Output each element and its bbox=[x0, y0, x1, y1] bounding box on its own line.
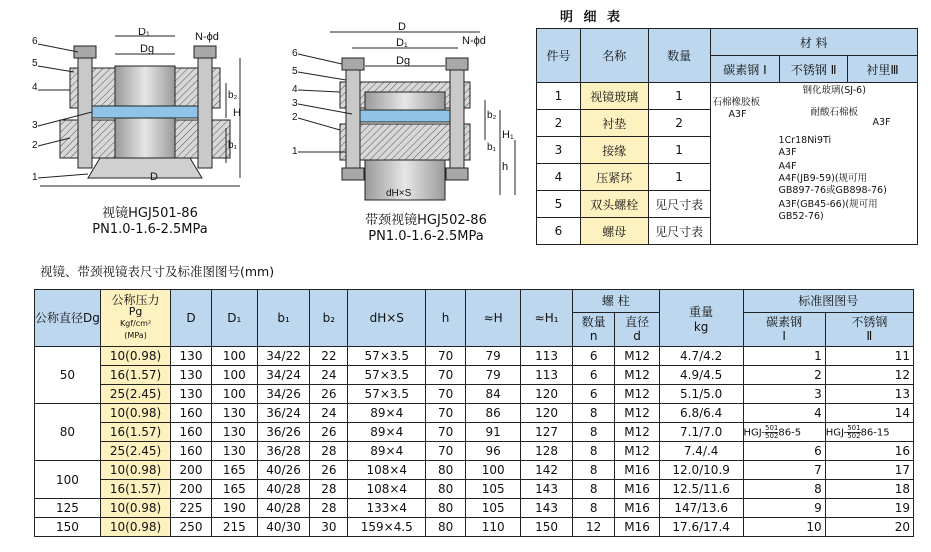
label-2: 2 bbox=[292, 112, 298, 123]
dim-b2: b₂ bbox=[487, 110, 497, 121]
col-bolt: 螺 柱 bbox=[572, 290, 659, 313]
col-qty: 数量 bbox=[648, 29, 710, 83]
cell-weight: 12.0/10.9 bbox=[659, 461, 743, 480]
cell-pg: 16(1.57) bbox=[100, 480, 170, 499]
part-name: 双头螺栓 bbox=[580, 191, 648, 218]
cell-dhs: 159×4.5 bbox=[348, 518, 426, 537]
cell-h: 70 bbox=[426, 423, 466, 442]
cell-H: 91 bbox=[466, 423, 521, 442]
cell-b2: 28 bbox=[310, 442, 348, 461]
cell-bolt-n: 8 bbox=[572, 480, 614, 499]
col-mat-carbon: 碳素钢 Ⅰ bbox=[710, 56, 780, 83]
cell-H: 86 bbox=[466, 404, 521, 423]
cell-std-stainless: 16 bbox=[825, 442, 913, 461]
cell-H1: 150 bbox=[521, 518, 573, 537]
cell-std-stainless: 14 bbox=[825, 404, 913, 423]
cell-b2: 26 bbox=[310, 423, 348, 442]
col-h: h bbox=[426, 290, 466, 347]
cell-bolt-d: M16 bbox=[615, 461, 659, 480]
dim-D1: D₁ bbox=[396, 37, 408, 49]
material-note: 耐酸石棉板 bbox=[810, 107, 859, 118]
label-1: 1 bbox=[32, 172, 38, 183]
cell-std-stainless: 19 bbox=[825, 499, 913, 518]
table-row bbox=[35, 461, 914, 480]
cell-dhs: 57×3.5 bbox=[348, 347, 426, 366]
cell-bolt-n: 8 bbox=[572, 442, 614, 461]
cell-pg: 25(2.45) bbox=[100, 442, 170, 461]
cell-H1: 120 bbox=[521, 385, 573, 404]
cell-b2: 22 bbox=[310, 347, 348, 366]
cell-std-carbon: 2 bbox=[743, 366, 825, 385]
cell-dg: 50 bbox=[35, 347, 101, 404]
col-D1: D₁ bbox=[211, 290, 257, 347]
table-row bbox=[35, 385, 914, 404]
cell-std-stainless: HGJ- $\frac{501}{502}$ 86-15 bbox=[825, 423, 913, 442]
label-4: 4 bbox=[292, 84, 298, 95]
dim-D: D bbox=[150, 171, 158, 183]
cell-std-stainless: 18 bbox=[825, 480, 913, 499]
cell-bolt-d: M12 bbox=[615, 423, 659, 442]
table-row bbox=[35, 423, 914, 442]
material-note: A3F bbox=[872, 117, 891, 128]
parts-table-title: 明 细 表 bbox=[560, 10, 624, 25]
cell-b2: 30 bbox=[310, 518, 348, 537]
drawing1-caption-title: 视镜HGJ501-86 bbox=[102, 206, 198, 221]
cell-b2: 28 bbox=[310, 480, 348, 499]
col-bolt-d: 直径 d bbox=[615, 312, 659, 346]
table-row bbox=[35, 442, 914, 461]
material-note: GB52-76) bbox=[778, 211, 824, 222]
table-row bbox=[35, 366, 914, 385]
cell-std-carbon: 7 bbox=[743, 461, 825, 480]
cell-dhs: 89×4 bbox=[348, 404, 426, 423]
cell-b1: 40/28 bbox=[257, 499, 310, 518]
cell-dhs: 57×3.5 bbox=[348, 385, 426, 404]
cell-b1: 40/26 bbox=[257, 461, 310, 480]
cell-D1: 130 bbox=[211, 442, 257, 461]
cell-H1: 128 bbox=[521, 442, 573, 461]
cell-pg: 16(1.57) bbox=[100, 423, 170, 442]
dim-Dg: Dg bbox=[140, 43, 155, 55]
table-row bbox=[35, 347, 914, 366]
cell-bolt-d: M16 bbox=[615, 480, 659, 499]
material-note: GB897-76或GB898-76) bbox=[778, 185, 887, 196]
dim-H: H bbox=[233, 107, 241, 119]
dim-D1: D₁ bbox=[138, 28, 150, 38]
material-note: 钢化玻璃(SJ-6) bbox=[802, 85, 866, 96]
cell-weight: 5.1/5.0 bbox=[659, 385, 743, 404]
cell-bolt-n: 8 bbox=[572, 499, 614, 518]
cell-h: 70 bbox=[426, 442, 466, 461]
label-5: 5 bbox=[292, 66, 298, 77]
part-no: 3 bbox=[537, 137, 581, 164]
label-2: 2 bbox=[32, 140, 38, 151]
cell-dhs: 89×4 bbox=[348, 442, 426, 461]
cell-pg: 10(0.98) bbox=[100, 461, 170, 480]
cell-weight: 17.6/17.4 bbox=[659, 518, 743, 537]
dim-b2: b₂ bbox=[228, 90, 238, 101]
cell-H1: 120 bbox=[521, 404, 573, 423]
cell-D: 160 bbox=[171, 404, 212, 423]
cell-b2: 28 bbox=[310, 499, 348, 518]
label-6: 6 bbox=[32, 36, 38, 47]
cell-weight: 147/13.6 bbox=[659, 499, 743, 518]
cell-std-stainless: 20 bbox=[825, 518, 913, 537]
cell-h: 70 bbox=[426, 404, 466, 423]
cell-bolt-d: M12 bbox=[615, 442, 659, 461]
cell-H1: 143 bbox=[521, 499, 573, 518]
cell-D1: 100 bbox=[211, 366, 257, 385]
part-no: 6 bbox=[537, 218, 581, 245]
cell-h: 70 bbox=[426, 366, 466, 385]
col-part-no: 件号 bbox=[537, 29, 581, 83]
col-std: 标准图图号 bbox=[743, 290, 913, 313]
cell-bolt-n: 8 bbox=[572, 423, 614, 442]
cell-dhs: 57×3.5 bbox=[348, 366, 426, 385]
part-qty: 1 bbox=[648, 83, 710, 110]
material-notes bbox=[710, 83, 917, 245]
cell-H1: 113 bbox=[521, 347, 573, 366]
cell-H: 100 bbox=[466, 461, 521, 480]
part-qty: 1 bbox=[648, 137, 710, 164]
dims-table-body bbox=[35, 347, 914, 537]
col-D: D bbox=[171, 290, 212, 347]
cell-D: 250 bbox=[171, 518, 212, 537]
part-no: 4 bbox=[537, 164, 581, 191]
cell-weight: 7.1/7.0 bbox=[659, 423, 743, 442]
drawing2-caption bbox=[336, 213, 516, 245]
cell-pg: 16(1.57) bbox=[100, 366, 170, 385]
part-name: 视镜玻璃 bbox=[580, 83, 648, 110]
cell-b1: 36/26 bbox=[257, 423, 310, 442]
cell-dhs: 108×4 bbox=[348, 480, 426, 499]
label-4: 4 bbox=[32, 82, 38, 93]
cell-dg: 80 bbox=[35, 404, 101, 461]
cell-weight: 4.7/4.2 bbox=[659, 347, 743, 366]
cell-b2: 26 bbox=[310, 461, 348, 480]
dim-N-phi-d: N-ϕd bbox=[462, 35, 486, 47]
col-material: 材 料 bbox=[710, 29, 917, 56]
cell-H1: 143 bbox=[521, 480, 573, 499]
drawing1-caption bbox=[70, 206, 230, 238]
drawing1-caption-pressure: PN1.0-1.6-2.5MPa bbox=[92, 222, 208, 237]
cell-H: 96 bbox=[466, 442, 521, 461]
parts-table bbox=[536, 28, 918, 245]
cell-pg: 10(0.98) bbox=[100, 518, 170, 537]
material-note: A4F(JB9-59)(规可用 bbox=[778, 173, 868, 184]
dim-D: D bbox=[398, 21, 406, 33]
cell-std-carbon: HGJ- $\frac{501}{502}$ 86-5 bbox=[743, 423, 825, 442]
cell-D: 130 bbox=[171, 347, 212, 366]
part-name: 衬垫 bbox=[580, 110, 648, 137]
cell-D: 200 bbox=[171, 480, 212, 499]
cell-b2: 24 bbox=[310, 404, 348, 423]
cell-D: 200 bbox=[171, 461, 212, 480]
dims-table-title: 视镜、带颈视镜表尺寸及标准图图号(mm) bbox=[40, 264, 275, 279]
cell-dg: 125 bbox=[35, 499, 101, 518]
drawing2-caption-pressure: PN1.0-1.6-2.5MPa bbox=[368, 229, 484, 244]
dim-h: h bbox=[502, 161, 509, 173]
cell-std-stainless: 12 bbox=[825, 366, 913, 385]
part-qty: 2 bbox=[648, 110, 710, 137]
drawing2-caption-title: 带颈视镜HGJ502-86 bbox=[365, 213, 487, 228]
cell-bolt-n: 12 bbox=[572, 518, 614, 537]
cell-std-carbon: 8 bbox=[743, 480, 825, 499]
col-weight: 重量 kg bbox=[659, 290, 743, 347]
cell-weight: 12.5/11.6 bbox=[659, 480, 743, 499]
cell-h: 70 bbox=[426, 347, 466, 366]
cell-b1: 34/22 bbox=[257, 347, 310, 366]
cell-b2: 26 bbox=[310, 385, 348, 404]
cell-bolt-d: M12 bbox=[615, 366, 659, 385]
material-note: A4F bbox=[778, 161, 797, 172]
cell-h: 80 bbox=[426, 518, 466, 537]
cell-b1: 34/26 bbox=[257, 385, 310, 404]
label-3: 3 bbox=[292, 98, 298, 109]
cell-D1: 215 bbox=[211, 518, 257, 537]
col-H1: ≈H₁ bbox=[521, 290, 573, 347]
cell-h: 80 bbox=[426, 461, 466, 480]
col-dg: 公称直径Dg bbox=[35, 290, 101, 347]
col-mat-stainless: 不锈钢 Ⅱ bbox=[780, 56, 848, 83]
col-std-carbon: 碳素钢 Ⅰ bbox=[743, 312, 825, 346]
cell-H1: 142 bbox=[521, 461, 573, 480]
cell-H1: 113 bbox=[521, 366, 573, 385]
dim-b1: b₁ bbox=[487, 142, 496, 153]
cell-H: 110 bbox=[466, 518, 521, 537]
table-row bbox=[35, 499, 914, 518]
cell-bolt-n: 6 bbox=[572, 385, 614, 404]
label-6: 6 bbox=[292, 48, 298, 59]
cell-H: 79 bbox=[466, 366, 521, 385]
table-row bbox=[35, 480, 914, 499]
cell-bolt-d: M12 bbox=[615, 385, 659, 404]
cell-pg: 10(0.98) bbox=[100, 347, 170, 366]
col-b2: b₂ bbox=[310, 290, 348, 347]
cell-pg: 10(0.98) bbox=[100, 404, 170, 423]
part-qty: 见尺寸表 bbox=[648, 218, 710, 245]
cell-bolt-d: M16 bbox=[615, 499, 659, 518]
part-qty: 1 bbox=[648, 164, 710, 191]
material-note: A3F bbox=[728, 109, 747, 120]
col-H: ≈H bbox=[466, 290, 521, 347]
part-name: 压紧环 bbox=[580, 164, 648, 191]
cell-h: 70 bbox=[426, 385, 466, 404]
cell-D1: 165 bbox=[211, 480, 257, 499]
cell-D: 130 bbox=[171, 385, 212, 404]
table-row bbox=[537, 83, 918, 110]
cell-std-carbon: 3 bbox=[743, 385, 825, 404]
cell-std-stainless: 11 bbox=[825, 347, 913, 366]
cell-D1: 100 bbox=[211, 385, 257, 404]
cell-weight: 4.9/4.5 bbox=[659, 366, 743, 385]
cell-D1: 165 bbox=[211, 461, 257, 480]
cell-D1: 190 bbox=[211, 499, 257, 518]
cell-weight: 7.4/.4 bbox=[659, 442, 743, 461]
cell-b1: 40/30 bbox=[257, 518, 310, 537]
col-pg: 公称压力 Pg Kgf/cm² (MPa) bbox=[100, 290, 170, 347]
cell-std-carbon: 1 bbox=[743, 347, 825, 366]
cell-b1: 36/28 bbox=[257, 442, 310, 461]
part-no: 5 bbox=[537, 191, 581, 218]
part-qty: 见尺寸表 bbox=[648, 191, 710, 218]
dims-table bbox=[34, 289, 914, 537]
neck-sight-glass-drawing bbox=[290, 20, 525, 210]
cell-h: 80 bbox=[426, 480, 466, 499]
part-name: 接缘 bbox=[580, 137, 648, 164]
cell-b1: 36/24 bbox=[257, 404, 310, 423]
cell-H1: 127 bbox=[521, 423, 573, 442]
cell-bolt-d: M12 bbox=[615, 347, 659, 366]
cell-b1: 34/24 bbox=[257, 366, 310, 385]
cell-h: 80 bbox=[426, 499, 466, 518]
cell-D: 160 bbox=[171, 442, 212, 461]
cell-weight: 6.8/6.4 bbox=[659, 404, 743, 423]
cell-D1: 100 bbox=[211, 347, 257, 366]
cell-D1: 130 bbox=[211, 423, 257, 442]
col-mat-lined: 衬里Ⅲ bbox=[848, 56, 918, 83]
cell-pg: 25(2.45) bbox=[100, 385, 170, 404]
cell-std-carbon: 6 bbox=[743, 442, 825, 461]
table-row bbox=[35, 518, 914, 537]
cell-std-stainless: 13 bbox=[825, 385, 913, 404]
part-no: 2 bbox=[537, 110, 581, 137]
cell-D: 160 bbox=[171, 423, 212, 442]
cell-std-stainless: 17 bbox=[825, 461, 913, 480]
cell-dg: 100 bbox=[35, 461, 101, 499]
cell-b2: 24 bbox=[310, 366, 348, 385]
cell-std-carbon: 9 bbox=[743, 499, 825, 518]
cell-H: 79 bbox=[466, 347, 521, 366]
cell-dhs: 89×4 bbox=[348, 423, 426, 442]
label-5: 5 bbox=[32, 58, 38, 69]
cell-bolt-d: M16 bbox=[615, 518, 659, 537]
cell-pg: 10(0.98) bbox=[100, 499, 170, 518]
dim-N-phi-d: N-ϕd bbox=[195, 31, 219, 43]
col-std-stainless: 不锈钢 Ⅱ bbox=[825, 312, 913, 346]
cell-bolt-n: 6 bbox=[572, 366, 614, 385]
label-1: 1 bbox=[292, 146, 298, 157]
material-note: 石棉橡胶板 bbox=[712, 97, 761, 108]
cell-bolt-d: M12 bbox=[615, 404, 659, 423]
dim-dH-S: dH×S bbox=[386, 188, 412, 199]
cell-bolt-n: 6 bbox=[572, 347, 614, 366]
cell-bolt-n: 8 bbox=[572, 404, 614, 423]
label-3: 3 bbox=[32, 120, 38, 131]
material-note: A3F bbox=[778, 147, 797, 158]
sight-glass-drawing bbox=[30, 28, 250, 198]
table-row bbox=[35, 404, 914, 423]
cell-D1: 130 bbox=[211, 404, 257, 423]
cell-dhs: 108×4 bbox=[348, 461, 426, 480]
cell-H: 105 bbox=[466, 480, 521, 499]
col-dhs: dH×S bbox=[348, 290, 426, 347]
cell-D: 225 bbox=[171, 499, 212, 518]
part-no: 1 bbox=[537, 83, 581, 110]
cell-H: 105 bbox=[466, 499, 521, 518]
col-name: 名称 bbox=[580, 29, 648, 83]
material-note: 1Cr18Ni9Ti bbox=[778, 135, 832, 146]
dim-H1: H₁ bbox=[502, 129, 514, 141]
cell-dg: 150 bbox=[35, 518, 101, 537]
cell-bolt-n: 8 bbox=[572, 461, 614, 480]
dim-Dg: Dg bbox=[396, 55, 411, 67]
material-note: A3F(GB45-66)(规可用 bbox=[778, 199, 878, 210]
cell-std-carbon: 10 bbox=[743, 518, 825, 537]
col-b1: b₁ bbox=[257, 290, 310, 347]
cell-b1: 40/28 bbox=[257, 480, 310, 499]
dim-b1: b₁ bbox=[228, 140, 237, 151]
cell-D: 130 bbox=[171, 366, 212, 385]
cell-dhs: 133×4 bbox=[348, 499, 426, 518]
col-bolt-n: 数量 n bbox=[572, 312, 614, 346]
part-name: 螺母 bbox=[580, 218, 648, 245]
cell-H: 84 bbox=[466, 385, 521, 404]
cell-std-carbon: 4 bbox=[743, 404, 825, 423]
